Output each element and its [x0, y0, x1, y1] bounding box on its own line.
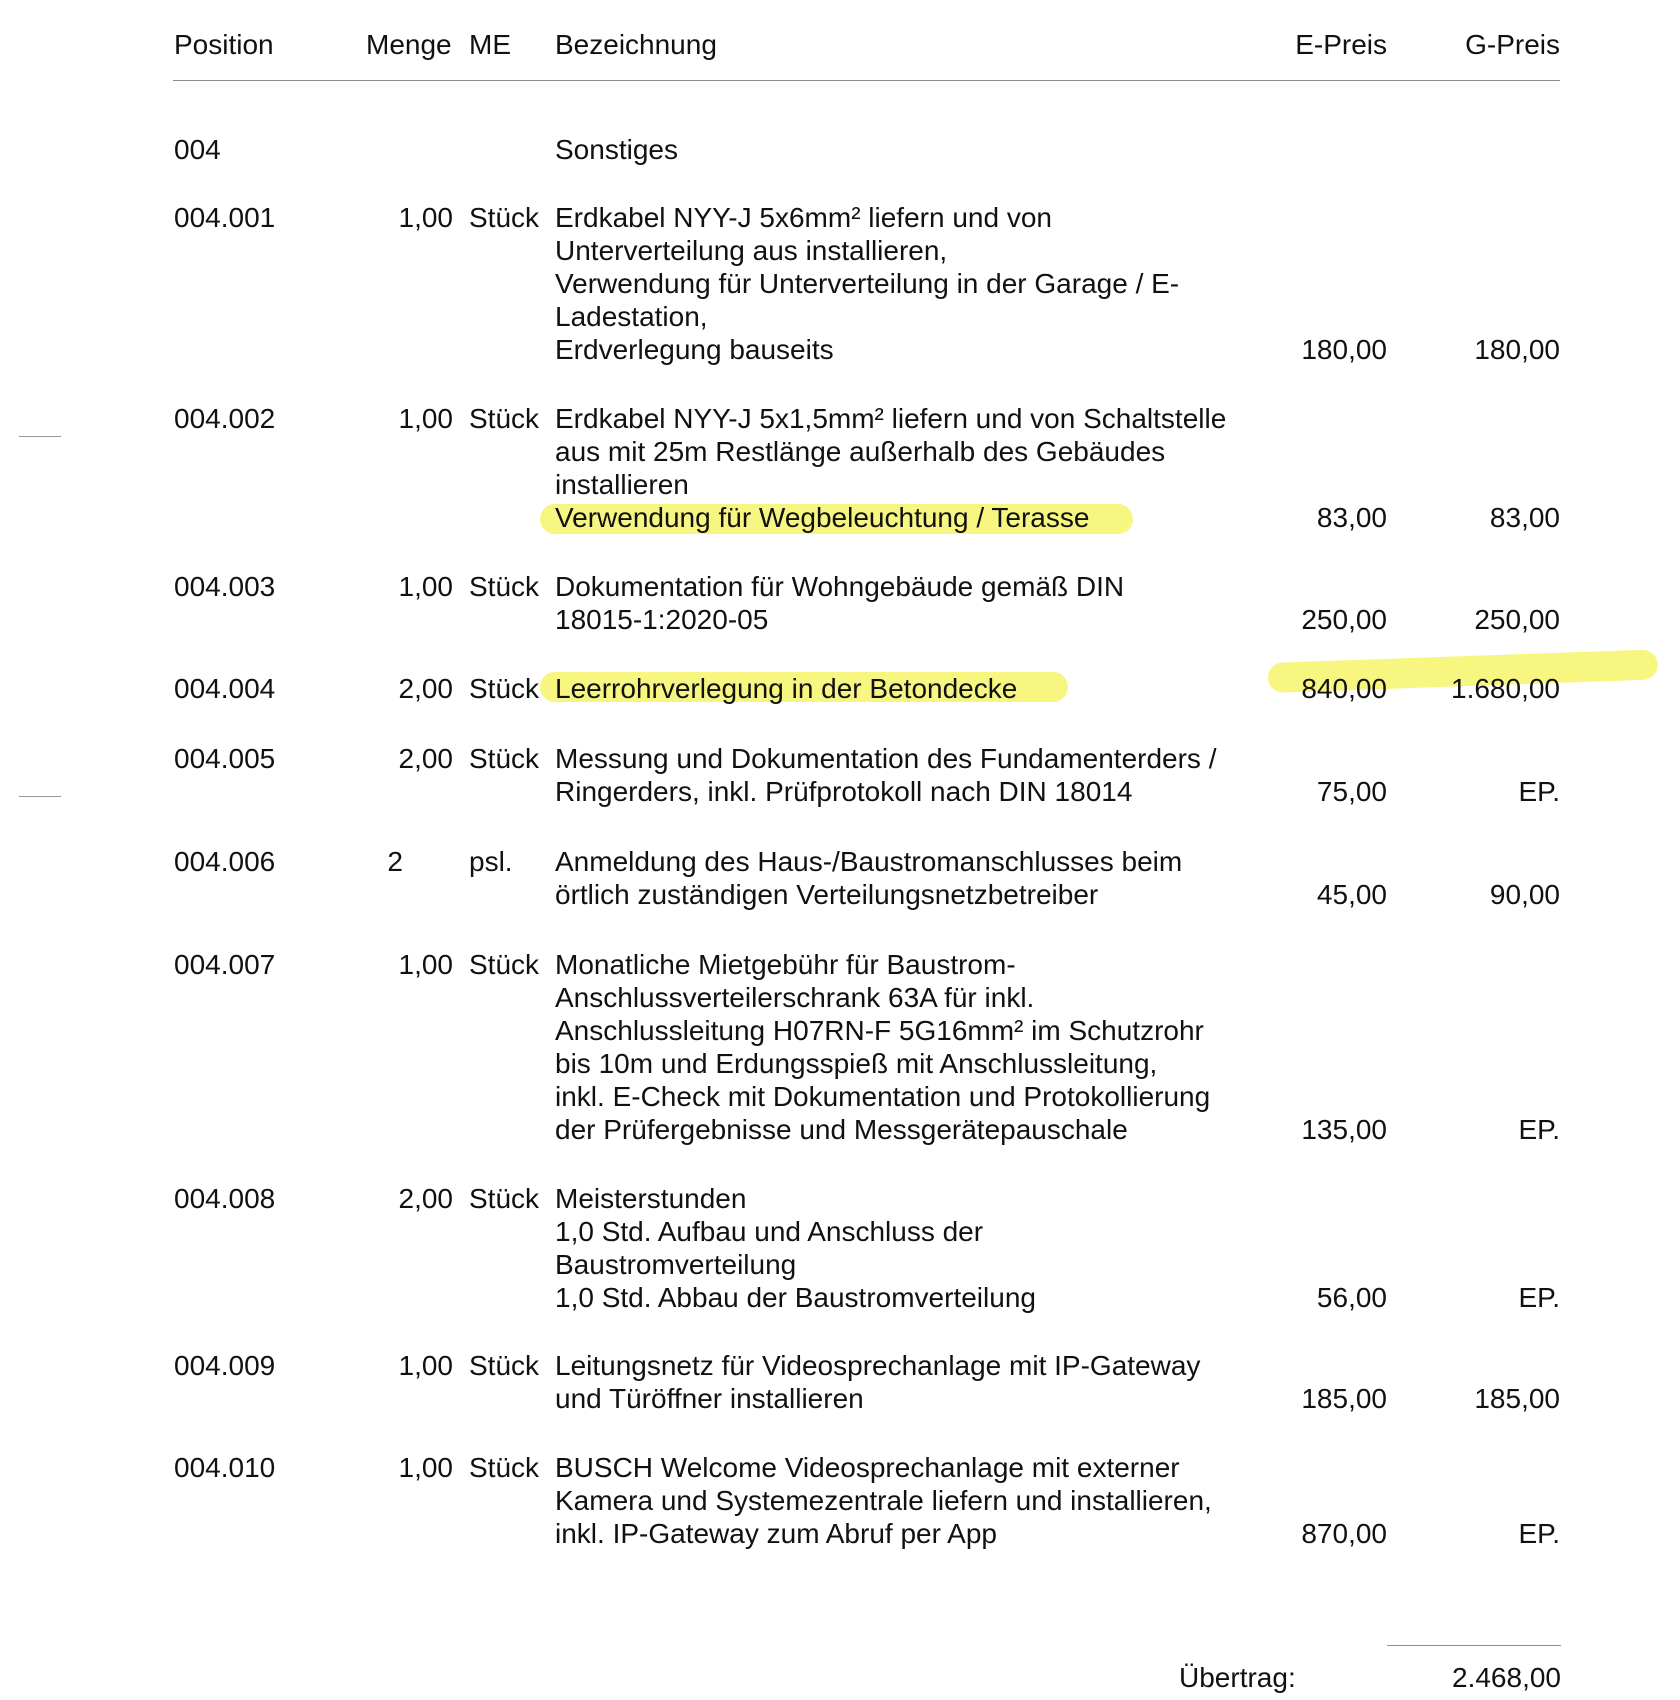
description-line: Unterverteilung aus installieren, — [555, 235, 948, 266]
item-position: 004.001 — [174, 202, 276, 233]
header-e-preis: E-Preis — [1295, 29, 1387, 60]
description-line: Erdkabel NYY-J 5x1,5mm² liefern und von Schaltstelle — [555, 403, 1227, 434]
description-line: installieren — [555, 469, 689, 500]
item-unit-price: 185,00 — [1301, 1383, 1387, 1414]
description-line: inkl. E-Check mit Dokumentation und Protokollierung — [555, 1081, 1211, 1112]
item-unit-price: 250,00 — [1301, 604, 1387, 635]
item-unit: Stück — [469, 1350, 540, 1381]
item-unit: Stück — [469, 571, 540, 602]
item-position: 004.006 — [174, 846, 276, 877]
item-description — [555, 570, 1124, 636]
item-unit-price: 840,00 — [1301, 673, 1387, 704]
item-quantity: 1,00 — [398, 403, 453, 434]
description-line: örtlich zuständigen Verteilungsnetzbetreiber — [555, 879, 1099, 910]
header-position: Position — [174, 29, 274, 60]
header-menge: Menge — [366, 29, 452, 60]
item-description — [555, 1349, 1200, 1415]
item-total-price: EP. — [1518, 1518, 1560, 1549]
item-unit-price: 56,00 — [1316, 1282, 1387, 1313]
description-line: Kamera und Systemezentrale liefern und installieren, — [555, 1485, 1212, 1516]
item-description — [555, 672, 1017, 705]
description-line: Baustromverteilung — [555, 1249, 797, 1280]
description-line: Verwendung für Unterverteilung in der Garage / E- — [555, 268, 1180, 299]
carryover-value: 2.468,00 — [1452, 1662, 1561, 1693]
description-line: Anschlussverteilerschrank 63A für inkl. — [555, 982, 1035, 1013]
item-unit: psl. — [469, 846, 513, 877]
description-line: Anschlussleitung H07RN-F 5G16mm² im Schutzrohr — [555, 1015, 1204, 1046]
description-line: Monatliche Mietgebühr für Baustrom- — [555, 949, 1016, 980]
description-line: Erdverlegung bauseits — [555, 334, 834, 365]
description-line: aus mit 25m Restlänge außerhalb des Gebäudes — [555, 436, 1166, 467]
item-unit: Stück — [469, 202, 540, 233]
item-quantity: 1,00 — [398, 202, 453, 233]
item-unit-price: 135,00 — [1301, 1114, 1387, 1145]
margin-tick-mark — [19, 436, 61, 437]
item-total-price: 250,00 — [1474, 604, 1560, 635]
item-description — [555, 948, 1210, 1146]
item-unit: Stück — [469, 743, 540, 774]
item-description — [555, 402, 1226, 534]
description-line: und Türöffner installieren — [555, 1383, 864, 1414]
item-unit: Stück — [469, 673, 540, 704]
header-bezeichnung: Bezeichnung — [555, 29, 717, 60]
section-title: Sonstiges — [555, 134, 678, 165]
description-line: Meisterstunden — [555, 1183, 747, 1214]
item-unit-price: 870,00 — [1301, 1518, 1387, 1549]
item-unit-price: 83,00 — [1316, 502, 1387, 533]
section-number: 004 — [174, 134, 221, 165]
carryover-label: Übertrag: — [1179, 1662, 1296, 1693]
description-line: bis 10m und Erdungsspieß mit Anschlussleitung, — [555, 1048, 1158, 1079]
item-total-price: EP. — [1518, 776, 1560, 807]
description-line: Erdkabel NYY-J 5x6mm² liefern und von — [555, 202, 1052, 233]
item-position: 004.009 — [174, 1350, 276, 1381]
description-line: Ladestation, — [555, 301, 708, 332]
summary-divider — [1387, 1645, 1561, 1646]
description-line: Ringerders, inkl. Prüfprotokoll nach DIN 18014 — [555, 776, 1133, 807]
item-quantity: 1,00 — [398, 571, 453, 602]
item-quantity: 1,00 — [398, 1452, 453, 1483]
description-line: 18015-1:2020-05 — [555, 604, 769, 635]
description-line: Messung und Dokumentation des Fundamenterders / — [555, 743, 1217, 774]
item-position: 004.008 — [174, 1183, 276, 1214]
item-unit: Stück — [469, 1183, 540, 1214]
item-quantity: 2 — [387, 846, 403, 877]
description-line: inkl. IP-Gateway zum Abruf per App — [555, 1518, 997, 1549]
item-total-price: 185,00 — [1474, 1383, 1560, 1414]
description-line: Leitungsnetz für Videosprechanlage mit IP-Gateway — [555, 1350, 1201, 1381]
description-line: 1,0 Std. Aufbau und Anschluss der — [555, 1216, 984, 1247]
item-position: 004.002 — [174, 403, 276, 434]
description-line: Verwendung für Wegbeleuchtung / Terasse — [555, 502, 1090, 533]
item-total-price: 90,00 — [1489, 879, 1560, 910]
header-me: ME — [469, 29, 511, 60]
item-description — [555, 742, 1217, 808]
description-line: Leerrohrverlegung in der Betondecke — [555, 673, 1018, 704]
item-position: 004.005 — [174, 743, 276, 774]
item-unit-price: 45,00 — [1316, 879, 1387, 910]
item-total-price: EP. — [1518, 1282, 1560, 1313]
description-line: Anmeldung des Haus-/Baustromanschlusses beim — [555, 846, 1183, 877]
description-line: BUSCH Welcome Videosprechanlage mit externer — [555, 1452, 1180, 1483]
item-position: 004.003 — [174, 571, 276, 602]
item-unit: Stück — [469, 1452, 540, 1483]
item-total-price: EP. — [1518, 1114, 1560, 1145]
item-description — [555, 201, 1179, 366]
item-quantity: 2,00 — [398, 743, 453, 774]
item-position: 004.010 — [174, 1452, 276, 1483]
item-unit-price: 180,00 — [1301, 334, 1387, 365]
description-line: 1,0 Std. Abbau der Baustromverteilung — [555, 1282, 1036, 1313]
item-unit-price: 75,00 — [1316, 776, 1387, 807]
item-total-price: 1.680,00 — [1451, 673, 1560, 704]
description-line: Dokumentation für Wohngebäude gemäß DIN — [555, 571, 1125, 602]
margin-tick-mark — [19, 796, 61, 797]
item-quantity: 1,00 — [398, 949, 453, 980]
item-description — [555, 845, 1182, 911]
item-total-price: 180,00 — [1474, 334, 1560, 365]
item-unit: Stück — [469, 949, 540, 980]
item-description — [555, 1451, 1212, 1550]
item-quantity: 2,00 — [398, 1183, 453, 1214]
item-position: 004.007 — [174, 949, 276, 980]
item-total-price: 83,00 — [1489, 502, 1560, 533]
item-description — [555, 1182, 1036, 1314]
item-quantity: 2,00 — [398, 673, 453, 704]
header-divider — [173, 80, 1560, 81]
item-unit: Stück — [469, 403, 540, 434]
item-position: 004.004 — [174, 673, 276, 704]
item-quantity: 1,00 — [398, 1350, 453, 1381]
description-line: der Prüfergebnisse und Messgerätepauschale — [555, 1114, 1128, 1145]
header-g-preis: G-Preis — [1465, 29, 1560, 60]
